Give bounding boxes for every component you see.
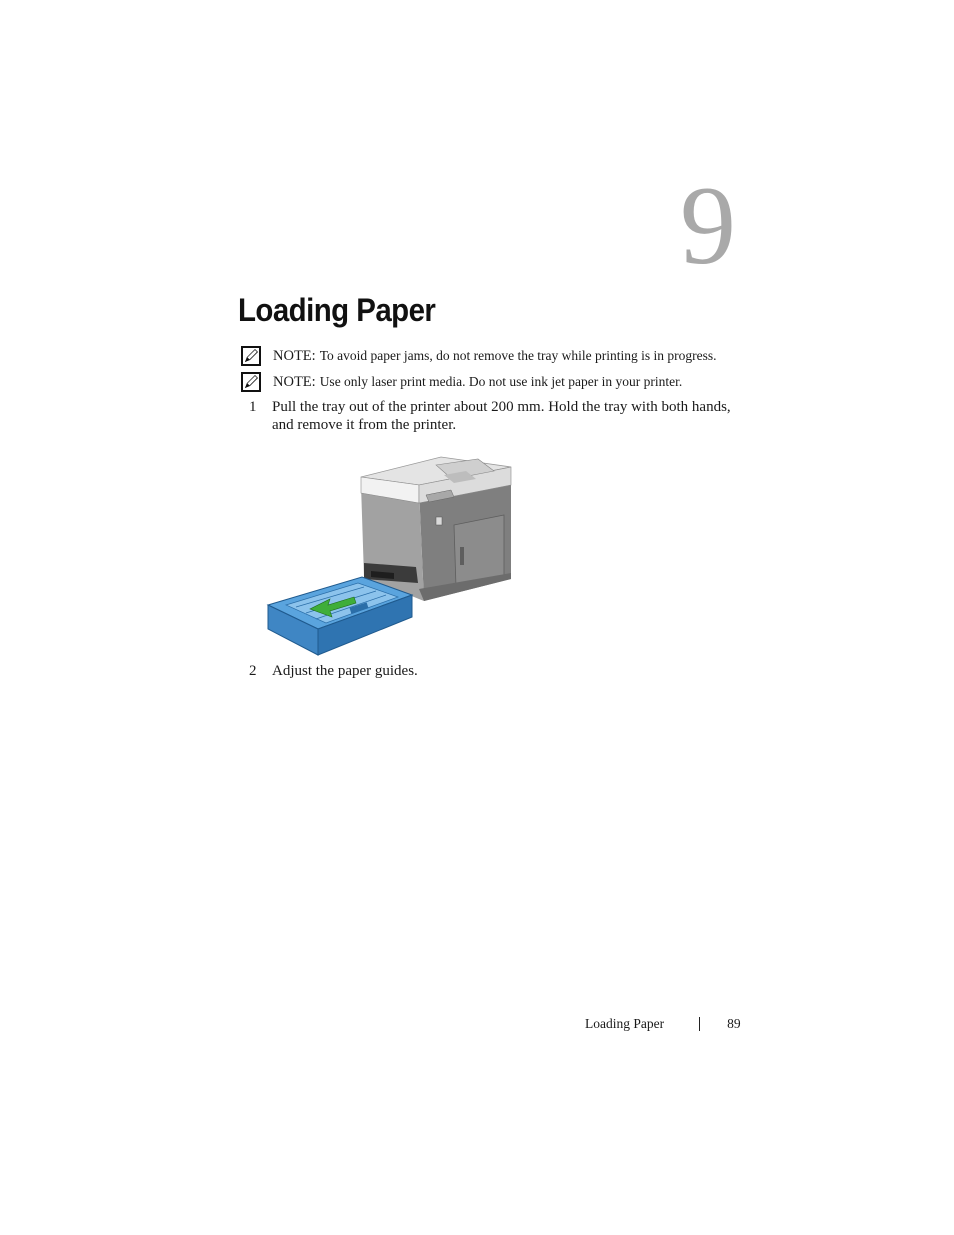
note-label: NOTE:: [273, 373, 316, 390]
footer-divider: [699, 1017, 700, 1031]
chapter-number: 9: [680, 164, 736, 288]
page-footer: [585, 1016, 741, 1032]
note-pencil-icon: [241, 372, 261, 392]
note-text: To avoid paper jams, do not remove the tray while printing is in progress.: [319, 348, 717, 363]
step-number: 1: [249, 399, 257, 415]
note-2: [241, 371, 682, 393]
step-text: Adjust the paper guides.: [272, 663, 418, 679]
note-label: NOTE:: [273, 347, 316, 364]
chapter-title: Loading Paper: [238, 292, 436, 328]
note-pencil-icon: [241, 346, 261, 366]
step-text: Pull the tray out of the printer about 200 mm. Hold the tray with both hands, and remove it from the printer.: [272, 399, 731, 433]
note-text: Use only laser print media. Do not use ink jet paper in your printer.: [319, 374, 683, 389]
page-number: 89: [727, 1016, 741, 1031]
note-1: [241, 345, 717, 367]
footer-section-title: Loading Paper: [585, 1016, 665, 1031]
step-number: 2: [249, 663, 257, 679]
printer-tray-illustration: [266, 455, 512, 657]
